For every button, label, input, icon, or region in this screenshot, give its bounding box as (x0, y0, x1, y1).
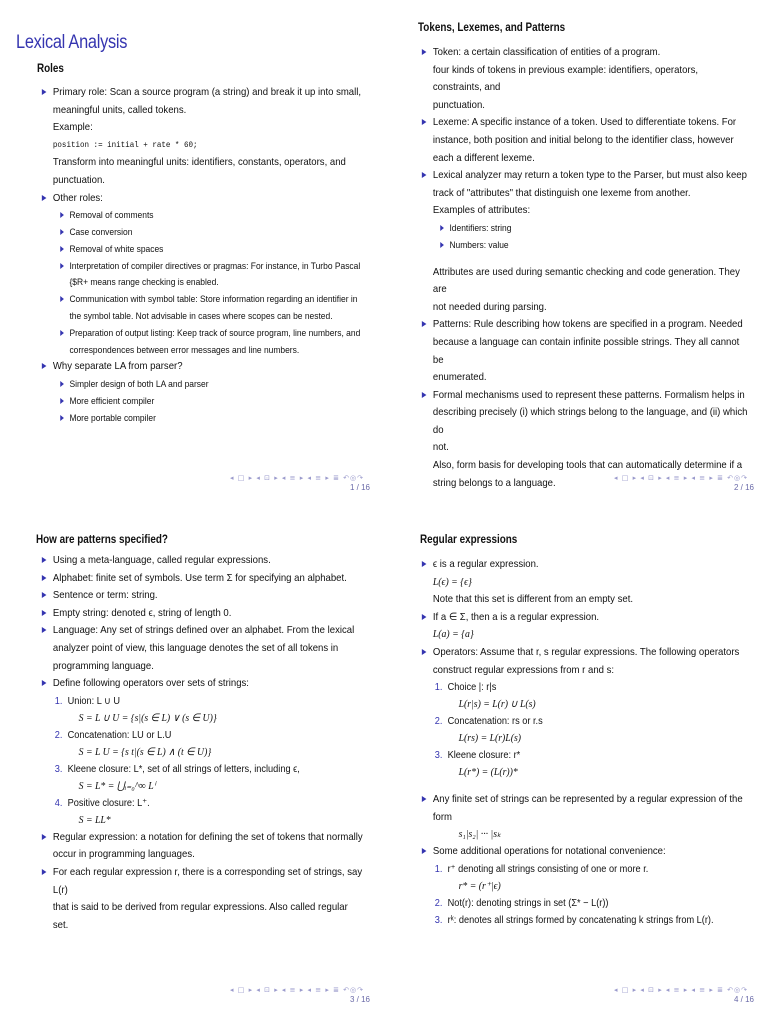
continuation-text (420, 62, 748, 97)
beamer-navigation-icons[interactable]: ◂ □ ▸ ◂ ⊡ ▸ ◂ ≡ ▸ ◂ ≡ ▸ ≣ ↶◎↷ (614, 474, 748, 482)
bullet-triangle-icon (60, 415, 64, 421)
bullet-item (40, 570, 364, 588)
page-number: 2 / 16 (733, 483, 754, 492)
math-line (40, 744, 364, 761)
line-text: Interpretation of compiler directives or pragmas: For instance, in Turbo Pascal (69, 260, 361, 271)
math-line (40, 778, 364, 795)
continuation-text (40, 119, 364, 137)
bullet-item (420, 44, 748, 62)
line-text: Concatenation: LU or L.U (67, 729, 172, 741)
line-text: Lexeme: A specific instance of a token. Used to differentiate tokens. For (432, 117, 737, 129)
line-text: each a different lexeme. (432, 152, 535, 164)
line-text: Choice |: r|s (447, 682, 497, 694)
enum-number: 3. (54, 763, 63, 775)
bullet-triangle-icon (42, 869, 47, 875)
line-text: Concatenation: rs or r.s (447, 716, 543, 728)
continuation-text (40, 640, 364, 658)
bullet-triangle-icon (60, 296, 64, 302)
line-text: meaningful units, called tokens. (52, 104, 187, 116)
line-text: analyzer point of view, this language denotes the set of all tokens in (52, 642, 339, 654)
line-text: Primary role: Scan a source program (a string) and break it up into small, (52, 87, 362, 98)
slide-title: Tokens, Lexemes, and Patterns (418, 22, 566, 34)
line-text: For each regular expression r, there is a corresponding set of strings, say L(r) (52, 866, 363, 896)
page-number: 4 / 16 (733, 995, 754, 1004)
line-text: Union: L ∪ U (67, 695, 121, 707)
continuation-text (420, 299, 748, 317)
line-text: programming language. (52, 660, 154, 672)
bullet-item (420, 556, 748, 574)
slide-4 (384, 512, 768, 1024)
line-text: Alphabet: finite set of symbols. Use term Σ for specifying an alphabet. (52, 572, 347, 584)
bullet-item (40, 587, 364, 605)
bullet-triangle-icon (60, 263, 64, 269)
sub-bullet-item (40, 241, 364, 258)
continuation-text (420, 591, 748, 609)
bullet-item (420, 791, 748, 826)
line-text: describing precisely (i) which strings belong to the language, and (ii) which do (432, 407, 748, 436)
line-text: More portable compiler (69, 412, 156, 423)
line-text: Removal of white spaces (69, 243, 164, 254)
bullet-triangle-icon (60, 398, 64, 404)
slide-body (420, 44, 750, 492)
code-line (40, 137, 364, 155)
line-text: punctuation. (52, 174, 105, 186)
line-text: L(a) = {a} (432, 629, 474, 641)
bullet-triangle-icon (422, 49, 427, 55)
bullet-triangle-icon (422, 796, 427, 802)
line-text: enumerated. (432, 372, 487, 384)
continuation-text (420, 254, 748, 264)
continuation-text (420, 439, 748, 457)
bullet-triangle-icon (42, 610, 47, 616)
line-text: r* = (r⁺|ϵ) (458, 880, 501, 892)
page-number: 1 / 16 (349, 483, 370, 492)
enum-number: 4. (54, 797, 63, 809)
enum-number: 2. (434, 897, 443, 909)
enum-number: 1. (434, 682, 443, 694)
bullet-triangle-icon (422, 614, 427, 620)
enumerated-item (420, 895, 748, 912)
bullet-item (40, 190, 364, 208)
line-text: ϵ is a regular expression. (432, 559, 539, 570)
math-line (420, 730, 748, 747)
bullet-triangle-icon (60, 229, 64, 235)
bullet-triangle-icon (42, 627, 47, 633)
bullet-triangle-icon (440, 225, 444, 231)
enum-number: 2. (54, 729, 63, 741)
line-text: Example: (52, 122, 93, 134)
bullet-item (40, 829, 364, 847)
line-text: not. (432, 442, 449, 454)
slide-2 (384, 0, 768, 512)
bullet-item (420, 167, 748, 185)
math-line (420, 764, 748, 781)
slide-body (40, 552, 366, 934)
enumerated-item (420, 912, 748, 929)
continuation-text (420, 662, 748, 680)
bullet-triangle-icon (60, 246, 64, 252)
line-text: instance, both position and initial belong to the identifier class, however (432, 134, 734, 146)
enum-number: 3. (434, 750, 443, 762)
continuation-text (420, 334, 748, 369)
enum-number: 1. (54, 695, 63, 707)
line-text: Attributes are used during semantic checking and code generation. They are (432, 266, 740, 296)
bullet-triangle-icon (42, 89, 47, 95)
continuation-text (420, 457, 748, 475)
bullet-triangle-icon (422, 172, 427, 178)
line-text: Token: a certain classification of entities of a program. (432, 47, 661, 58)
bullet-triangle-icon (42, 557, 47, 563)
enumerated-item (420, 747, 748, 764)
line-text: S = L* = ⋃ᵢ₌₀^∞ Lⁱ (78, 780, 156, 792)
beamer-navigation-icons[interactable]: ◂ □ ▸ ◂ ⊡ ▸ ◂ ≡ ▸ ◂ ≡ ▸ ≣ ↶◎↷ (614, 986, 748, 994)
continuation-text (420, 97, 748, 115)
continuation-text (420, 404, 748, 439)
math-line (420, 626, 748, 644)
math-line (420, 826, 748, 843)
bullet-triangle-icon (42, 592, 47, 598)
enumerated-item (40, 795, 364, 812)
line-text: Define following operators over sets of strings: (52, 678, 249, 690)
line-text: Examples of attributes: (432, 205, 531, 217)
bullet-triangle-icon (42, 680, 47, 686)
line-text: Identifiers: string (449, 222, 512, 233)
sub-bullet-item (40, 410, 364, 427)
slide-title: Lexical Analysis (16, 32, 128, 53)
line-text: More efficient compiler (69, 395, 155, 406)
slide-body (420, 556, 750, 929)
line-text: rᵏ: denotes all strings formed by concatenating k strings from L(r). (447, 914, 714, 926)
enum-number: 3. (434, 914, 443, 926)
math-line (420, 574, 748, 592)
bullet-item (420, 644, 748, 662)
continuation-text (40, 102, 364, 120)
enumerated-item (420, 861, 748, 878)
line-text: occur in programming languages. (52, 849, 195, 861)
bullet-item (420, 114, 748, 132)
slide-title: How are patterns specified? (36, 534, 168, 546)
enumerated-item (420, 679, 748, 696)
line-text: S = LL* (78, 814, 111, 826)
sub-bullet-item (420, 237, 748, 254)
line-text: Note that this set is different from an empty set. (432, 594, 634, 606)
line-text: string belongs to a language. (432, 477, 556, 489)
bullet-item (40, 358, 364, 376)
line-text: L(rs) = L(r)L(s) (458, 733, 521, 745)
line-text: Communication with symbol table: Store information regarding an identifier in (69, 294, 358, 305)
continuation-text (40, 172, 364, 190)
line-text: Numbers: value (449, 239, 509, 250)
bullet-triangle-icon (422, 321, 427, 327)
line-text: Patterns: Rule describing how tokens are specified in a program. Needed (432, 319, 743, 331)
bullet-item (40, 84, 364, 102)
line-text: L(r*) = (L(r))* (458, 767, 518, 779)
sub-bullet-item (40, 224, 364, 241)
line-text: Transform into meaningful units: identifiers, constants, operators, and (52, 157, 346, 169)
line-text: s₁|s₂| ··· |sₖ (458, 829, 502, 841)
continuation-text (420, 150, 748, 168)
continuation-text (40, 658, 364, 676)
sub-bullet-item (40, 258, 364, 275)
bullet-item (420, 316, 748, 334)
bullet-triangle-icon (422, 119, 427, 125)
line-text: Preparation of output listing: Keep track of source program, line numbers, and (69, 327, 361, 338)
bullet-triangle-icon (42, 195, 47, 201)
enum-number: 1. (434, 863, 443, 875)
beamer-navigation-icons[interactable]: ◂ □ ▸ ◂ ⊡ ▸ ◂ ≡ ▸ ◂ ≡ ▸ ≣ ↶◎↷ (230, 986, 364, 994)
beamer-navigation-icons[interactable]: ◂ □ ▸ ◂ ⊡ ▸ ◂ ≡ ▸ ◂ ≡ ▸ ≣ ↶◎↷ (230, 474, 364, 482)
bullet-item (420, 609, 748, 627)
bullet-triangle-icon (422, 561, 427, 567)
line-text: Empty string: denoted ϵ, string of length 0. (52, 607, 232, 619)
continuation-text (420, 781, 748, 791)
bullet-triangle-icon (422, 392, 427, 398)
line-text: correspondences between error messages and line numbers. (69, 344, 300, 355)
line-text: Case conversion (69, 226, 133, 237)
bullet-triangle-icon (42, 363, 47, 369)
line-text: construct regular expressions from r and s: (432, 664, 615, 676)
line-text: Regular expression: a notation for defining the set of tokens that normally (52, 831, 363, 843)
continuation-text (40, 342, 364, 359)
enumerated-item (40, 727, 364, 744)
line-text: track of "attributes" that distinguish one lexeme from another. (432, 187, 691, 199)
line-text: because a language can contain infinite possible strings. They all cannot be (432, 336, 740, 366)
line-text: Language: Any set of strings defined over an alphabet. From the lexical (52, 625, 355, 637)
sub-bullet-item (420, 220, 748, 237)
sub-bullet-item (40, 207, 364, 224)
sub-bullet-item (40, 325, 364, 342)
line-text: Sentence or term: string. (52, 590, 158, 602)
page-number: 3 / 16 (349, 995, 370, 1004)
line-text: If a ∈ Σ, then a is a regular expression. (432, 611, 600, 623)
line-text: {$R+ means range checking is enabled. (69, 277, 219, 288)
line-text: not needed during parsing. (432, 301, 547, 313)
bullet-item (420, 843, 748, 861)
bullet-triangle-icon (440, 242, 444, 248)
line-text: Any finite set of strings can be represented by a regular expression of the form (432, 794, 743, 823)
slide-1 (0, 0, 384, 512)
bullet-item (40, 622, 364, 640)
continuation-text (40, 899, 364, 934)
line-text: the symbol table. Not advisable in cases where scopes can be nested. (69, 310, 333, 321)
line-text: Kleene closure: L*, set of all strings of letters, including ϵ, (67, 763, 300, 775)
slide-subtitle: Roles (37, 63, 64, 75)
bullet-triangle-icon (422, 848, 427, 854)
line-text: Formal mechanisms used to represent these patterns. Formalism helps in (432, 389, 745, 401)
line-text: S = L U = {s t|(s ∈ L) ∧ (t ∈ U)} (78, 746, 212, 758)
continuation-text (40, 274, 364, 291)
enumerated-item (40, 761, 364, 778)
continuation-text (420, 185, 748, 203)
continuation-text (40, 308, 364, 325)
math-line (420, 878, 748, 895)
line-text: Also, form basis for developing tools that can automatically determine if a (432, 460, 743, 472)
bullet-item (40, 675, 364, 693)
line-text: L(ϵ) = {ϵ} (432, 576, 472, 588)
math-line (420, 696, 748, 713)
bullet-triangle-icon (422, 649, 427, 655)
sub-bullet-item (40, 376, 364, 393)
continuation-text (420, 132, 748, 150)
bullet-item (40, 864, 364, 899)
line-text: Kleene closure: r* (447, 750, 521, 762)
line-text: punctuation. (432, 99, 485, 111)
continuation-text (420, 369, 748, 387)
line-text: Lexical analyzer may return a token type to the Parser, but must also keep (432, 170, 747, 182)
enum-number: 2. (434, 716, 443, 728)
sub-bullet-item (40, 393, 364, 410)
bullet-triangle-icon (60, 381, 64, 387)
slide-3 (0, 512, 384, 1024)
line-text: Why separate LA from parser? (52, 361, 183, 373)
sub-bullet-item (40, 291, 364, 308)
line-text: S = L ∪ U = {s|(s ∈ L) ∨ (s ∈ U)} (78, 712, 217, 724)
bullet-triangle-icon (60, 330, 64, 336)
slide-title: Regular expressions (420, 534, 518, 546)
line-text: Other roles: (52, 192, 103, 204)
enumerated-item (420, 713, 748, 730)
slide-body (40, 84, 366, 426)
continuation-text (40, 154, 364, 172)
continuation-text (420, 264, 748, 299)
math-line (40, 812, 364, 829)
line-text: Positive closure: L⁺. (67, 797, 150, 809)
bullet-item (420, 387, 748, 405)
bullet-triangle-icon (42, 575, 47, 581)
bullet-item (40, 605, 364, 623)
line-text: r⁺ denoting all strings consisting of one or more r. (447, 863, 649, 875)
continuation-text (420, 202, 748, 220)
bullet-item (40, 552, 364, 570)
line-text: position := initial + rate * 60; (52, 140, 198, 150)
continuation-text (40, 846, 364, 864)
enumerated-item (40, 693, 364, 710)
line-text: Some additional operations for notational convenience: (432, 846, 666, 858)
line-text: L(r|s) = L(r) ∪ L(s) (458, 699, 536, 711)
line-text: that is said to be derived from regular expressions. Also called regular set. (52, 902, 348, 931)
bullet-triangle-icon (60, 212, 64, 218)
line-text: Removal of comments (69, 210, 154, 221)
line-text: four kinds of tokens in previous example: identifiers, operators, constraints, and (432, 64, 699, 94)
line-text: Operators: Assume that r, s regular expressions. The following operators (432, 646, 740, 658)
line-text: Using a meta-language, called regular expressions. (52, 555, 271, 566)
math-line (40, 710, 364, 727)
line-text: Simpler design of both LA and parser (69, 378, 209, 389)
bullet-triangle-icon (42, 834, 47, 840)
line-text: Not(r): denoting strings in set (Σ* − L(r)) (447, 897, 609, 909)
